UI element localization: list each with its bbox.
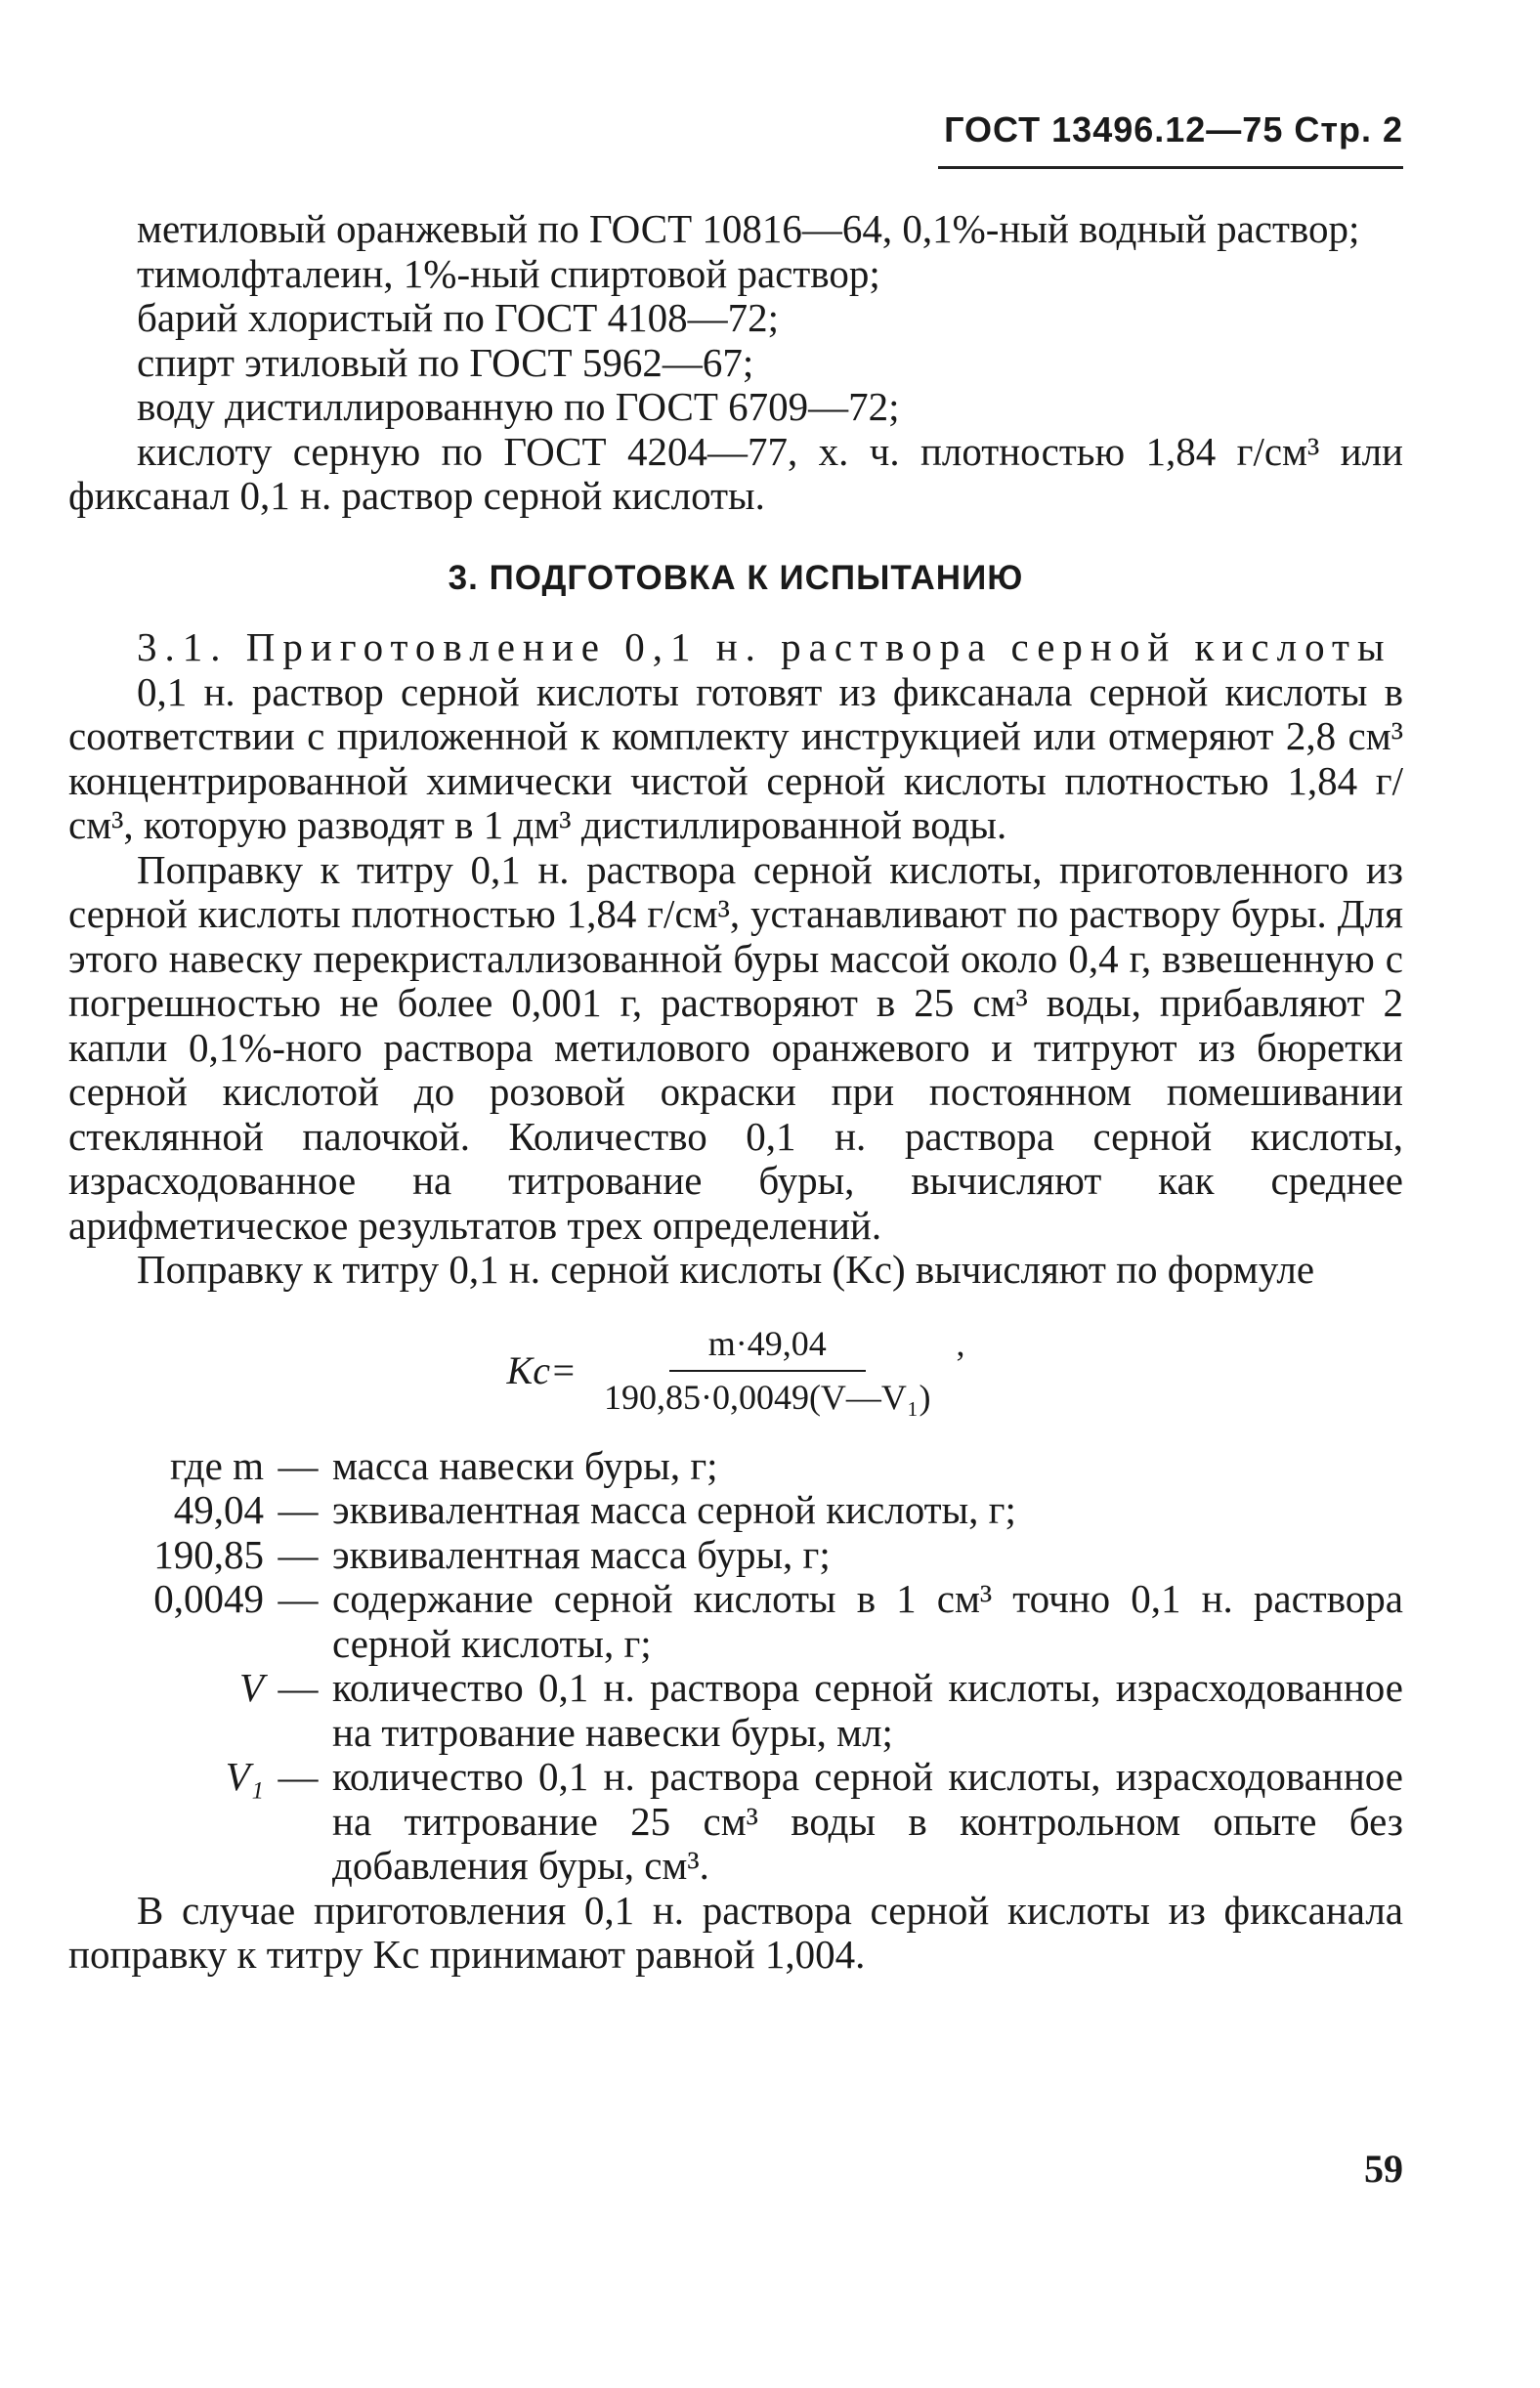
definition-term: 0,0049 xyxy=(153,1576,264,1621)
definition-dash: — xyxy=(278,1665,319,1710)
header-rule xyxy=(938,166,1403,169)
definition-term: V₁ xyxy=(225,1754,264,1799)
formula-numerator: m·49,04 xyxy=(669,1322,866,1373)
definition-text: эквивалентная масса буры, г; xyxy=(332,1531,831,1577)
definition-dash: — xyxy=(278,1487,319,1532)
reagent-item: спирт этиловый по ГОСТ 5962—67; xyxy=(137,339,754,385)
definition-text: количество 0,1 н. раствора серной кислоты, израсходованное на титрование навески буры, мл; xyxy=(332,1665,1403,1755)
definition-dash: — xyxy=(278,1754,319,1799)
reagent-item: воду дистиллированную по ГОСТ 6709—72; xyxy=(137,384,900,429)
definition-dash: — xyxy=(278,1531,319,1577)
reagent-item: барий хлористый по ГОСТ 4108—72; xyxy=(137,295,779,340)
definition-term: V xyxy=(238,1665,264,1710)
paragraph: Поправку к титру 0,1 н. раствора серной кислоты, приготовленного из серной кислоты плотностью 1,84 г/см³, устанавливают по раствору буры. Для этого навеску перекристаллизованной буры массой около 0,4 г, взвешенную с погрешностью не более 0,001 г, растворяют в 25 см³ воды, прибавляют 2 капли 0,1%-ного раствора метилового оранжевого и титруют из бюретки серной кислотой до розовой окраски при постоянном помешивании стеклянной палочкой. Количество 0,1 н. раствора серной кислоты, израсходованное на титрование буры, вычисляют как среднее арифметическое результатов трех определений. xyxy=(68,846,1403,1248)
document-body xyxy=(68,207,1403,1978)
section-title: 3. ПОДГОТОВКА К ИСПЫТАНИЮ xyxy=(448,558,1024,597)
closing-paragraph: В случае приготовления 0,1 н. раствора серной кислоты из фиксанала поправку к титру Kс принимают равной 1,004. xyxy=(68,1887,1403,1977)
formula-comma: , xyxy=(956,1323,965,1363)
paragraph: 0,1 н. раствор серной кислоты готовят из фиксанала серной кислоты в соответствии с приложенной к комплекту инструкцией или отмеряют 2,8 см³ концентрированной химически чистой серной кислоты плотностью 1,84 г/см³, которую разводят в 1 дм³ дистиллированной воды. xyxy=(68,668,1403,847)
definition-text: масса навески буры, г; xyxy=(332,1442,718,1488)
definition-text: эквивалентная масса серной кислоты, г; xyxy=(332,1487,1016,1532)
subsection-title: 3.1. Приготовление 0,1 н. раствора серной кислоты xyxy=(137,624,1392,669)
definition-text: количество 0,1 н. раствора серной кислоты, израсходованное на титрование 25 см³ воды в контрольном опыте без добавления буры, см³. xyxy=(332,1754,1403,1888)
page-number: 59 xyxy=(1364,2147,1403,2191)
definition-term: 49,04 xyxy=(173,1487,264,1532)
formula xyxy=(68,1322,1403,1421)
page-header: ГОСТ 13496.12—75 Стр. 2 xyxy=(944,109,1403,149)
reagent-item: кислоту серную по ГОСТ 4204—77, х. ч. плотностью 1,84 г/см³ или фиксанал 0,1 н. раствор серной кислоты. xyxy=(68,428,1403,518)
definition-text: содержание серной кислоты в 1 см³ точно 0,1 н. раствора серной кислоты, г; xyxy=(332,1576,1403,1666)
definition-dash: — xyxy=(278,1576,319,1621)
definitions-list xyxy=(68,1444,1403,1889)
formula-fraction xyxy=(584,1322,951,1421)
formula-lhs: Kс= xyxy=(506,1348,577,1393)
formula-denominator: 190,85·0,0049(V—V₁) xyxy=(603,1378,931,1417)
reagent-item: метиловый оранжевый по ГОСТ 10816—64, 0,1%-ный водный раствор; xyxy=(137,206,1360,251)
reagent-item: тимолфталеин, 1%-ный спиртовой раствор; xyxy=(137,250,880,296)
definition-dash: — xyxy=(278,1442,319,1488)
paragraph: Поправку к титру 0,1 н. серной кислоты (Kс) вычисляют по формуле xyxy=(137,1247,1315,1292)
definition-term: где m xyxy=(170,1442,264,1488)
definition-term: 190,85 xyxy=(153,1531,264,1577)
